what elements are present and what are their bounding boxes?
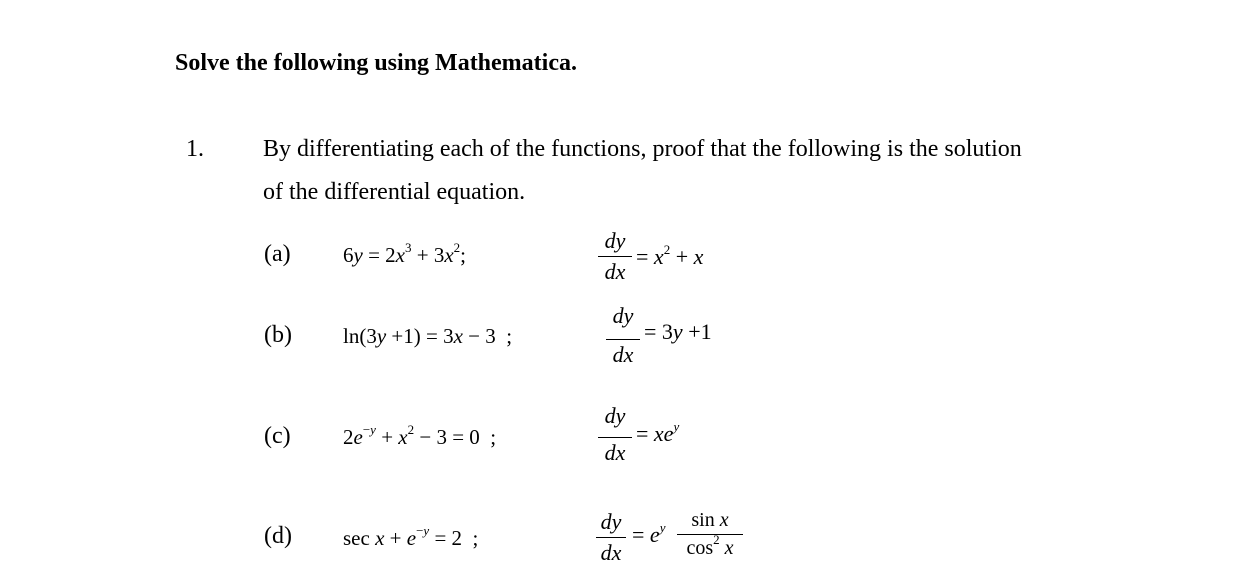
- trig-denominator: $\cos^2 x$: [686, 532, 734, 559]
- part-c-function: $2e^{-y} + x^2 - 3 = 0$ ;: [343, 422, 497, 449]
- derivative-denominator: dx: [604, 440, 626, 465]
- derivative-numerator: dy: [604, 228, 626, 253]
- part-a-derivative: [598, 228, 632, 285]
- part-d-derivative: [596, 509, 626, 566]
- part-a-rhs: = $x^2 + x$: [636, 241, 704, 269]
- derivative-denominator: dx: [600, 540, 622, 565]
- part-c-derivative: [598, 403, 632, 466]
- part-b-function: ln(3y +1) = 3x − 3 ;: [343, 324, 513, 348]
- part-b-label: (b): [264, 322, 292, 348]
- fraction-bar: [596, 537, 626, 538]
- part-a-label: (a): [264, 241, 291, 267]
- page-heading: Solve the following using Mathematica.: [175, 50, 577, 76]
- part-b-derivative: [606, 303, 640, 368]
- question-text-line-2: of the differential equation.: [263, 179, 526, 205]
- part-b-rhs: = 3y +1: [644, 319, 712, 344]
- part-c-label: (c): [264, 423, 291, 449]
- part-d-label: (d): [264, 523, 292, 549]
- part-c-rhs: = $xe^y$: [636, 418, 680, 446]
- part-d-trig-fraction: [677, 509, 743, 560]
- derivative-numerator: dy: [612, 303, 634, 328]
- part-d-equals-ey: = $e^y$: [632, 519, 666, 547]
- fraction-bar: [598, 256, 632, 257]
- derivative-denominator: dx: [612, 342, 634, 367]
- part-a-function: $6y = 2x^3 + 3x^2$;: [343, 240, 467, 267]
- fraction-bar: [598, 437, 632, 438]
- fraction-bar: [606, 339, 640, 340]
- fraction-bar: [677, 534, 743, 535]
- derivative-numerator: dy: [600, 509, 622, 534]
- question-number: 1.: [186, 136, 204, 162]
- part-d-function: $\sec x + e^{-y} = 2$ ;: [343, 523, 479, 550]
- trig-numerator: sin x: [691, 509, 729, 531]
- derivative-denominator: dx: [604, 259, 626, 284]
- question-text-line-1: By differentiating each of the functions, proof that the following is the solution: [263, 136, 1022, 162]
- derivative-numerator: dy: [604, 403, 626, 428]
